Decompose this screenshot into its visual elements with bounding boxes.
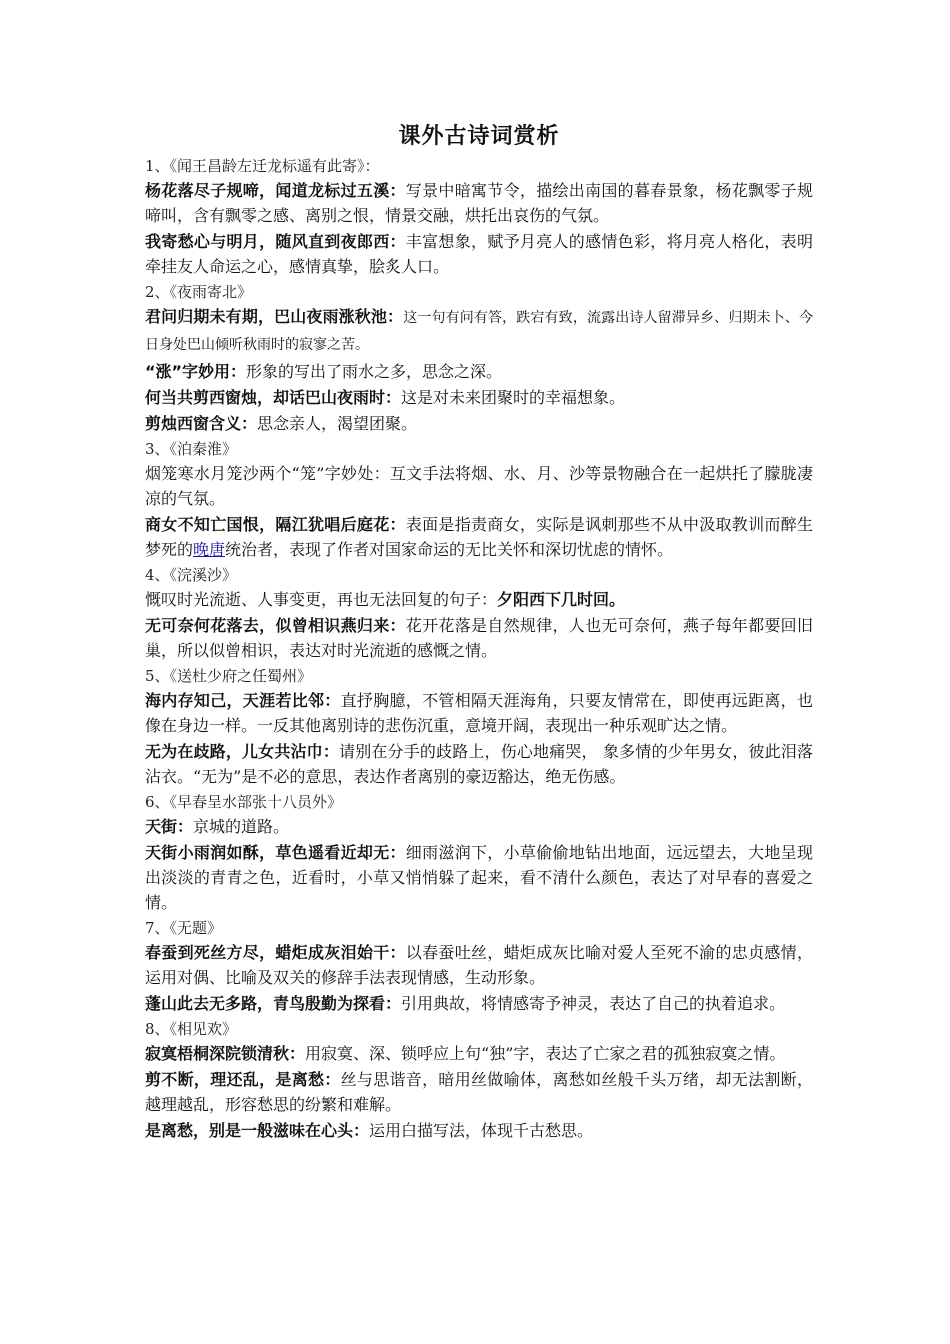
annotation-text: 思念亲人，渴望团聚。	[257, 414, 418, 433]
poem-line: 天街小雨润如酥，草色遥看近却无：	[145, 843, 406, 862]
annotation-paragraph	[145, 304, 813, 358]
poem-line: 无为在歧路，儿女共沾巾：	[145, 742, 340, 761]
poem-line: 春蚕到死丝方尽，蜡炬成灰泪始干：	[145, 943, 406, 962]
section-heading: 5、《送杜少府之任蜀州》	[145, 667, 313, 685]
annotation-paragraph	[145, 229, 813, 279]
poem-line: 剪烛西窗含义：	[145, 414, 258, 433]
annotation-text: 请别在分手的歧路上，伤心地痛哭， 象多情的少年男女，彼此泪落沾衣。“无为”是不必的意思，表达作者离别的豪迈豁达，绝无伤感。	[145, 742, 813, 786]
section-heading: 7、《无题》	[145, 919, 223, 937]
annotation-text: 这一句有问有答，跌宕有致，流露出诗人留滞异乡、归期未卜、今日身处巴山倾听秋雨时的寂寥之苦。	[145, 310, 813, 353]
section-heading: 8、《相见欢》	[145, 1020, 238, 1038]
annotation-text: 形象的写出了雨水之多，思念之深。	[246, 362, 503, 381]
annotation-paragraph	[145, 385, 813, 410]
annotation-text: 细雨滋润下，小草偷偷地钻出地面，远远望去，大地呈现出淡淡的青青之色，近看时，小草又悄悄躲了起来，看不清什么颜色，表达了对早春的喜爱之情。	[145, 843, 813, 912]
annotation-text: 京城的道路。	[193, 817, 290, 836]
annotation-text: 运用白描写法，体现千古愁思。	[369, 1121, 594, 1140]
annotation-paragraph	[145, 739, 813, 789]
annotation-paragraph	[145, 1067, 813, 1117]
annotation-paragraph	[145, 178, 813, 228]
annotation-text: 统治者，表现了作者对国家命运的无比关怀和深切忧虑的情怀。	[225, 540, 674, 559]
annotation-text: 直抒胸臆，不管相隔天涯海角，只要友情常在，即使再远距离，也像在身边一样。一反其他离别诗的悲伤沉重，意境开阔，表现出一种乐观旷达之情。	[145, 691, 813, 735]
annotation-paragraph	[145, 613, 813, 663]
poem-line: 蓬山此去无多路，青鸟殷勤为探看：	[145, 994, 402, 1013]
poem-line: 天街：	[145, 817, 194, 836]
section-heading: 6、《早春呈水部张十八员外》	[145, 793, 343, 811]
poem-line: 是离愁，别是一般滋味在心头：	[145, 1121, 370, 1140]
poem-line: 无可奈何花落去，似曾相识燕归来：	[145, 616, 406, 635]
annotation-paragraph	[145, 1041, 813, 1066]
annotation-paragraph	[145, 411, 813, 436]
poem-line: “涨”字妙用：	[145, 362, 247, 381]
poem-line: 商女不知亡国恨，隔江犹唱后庭花：	[145, 515, 406, 534]
annotation-text: 慨叹时光流逝、人事变更，再也无法回复的句子：	[145, 590, 498, 609]
poem-line: 海内存知己，天涯若比邻：	[145, 691, 341, 710]
poem-line: 君问归期未有期，巴山夜雨涨秋池：	[145, 307, 404, 326]
wan-tang-link[interactable]: 晚唐	[193, 540, 226, 559]
poem-line: 夕阳西下几时回。	[497, 590, 626, 609]
annotation-text: 烟笼寒水月笼沙两个“笼”字妙处：互文手法将烟、水、月、沙等景物融合在一起烘托了朦胧凄凉的气氛。	[145, 464, 813, 508]
annotation-text: 写景中暗寓节令，描绘出南国的暮春景象，杨花飘零子规啼叫，含有飘零之感、离别之恨，情景交融，烘托出哀伤的气氛。	[145, 181, 813, 225]
annotation-text: 花开花落是自然规律，人也无可奈何，燕子每年都要回旧巢，所以似曾相识，表达对时光流逝的感慨之情。	[145, 616, 813, 660]
annotation-text: 引用典故，将情感寄予神灵，表达了自己的执着追求。	[401, 994, 786, 1013]
annotation-text: 这是对未来团聚时的幸福想象。	[401, 388, 626, 407]
annotation-paragraph	[145, 359, 813, 384]
annotation-paragraph	[145, 1118, 813, 1143]
section-heading: 3、《泊秦淮》	[145, 440, 238, 458]
annotation-paragraph	[145, 814, 813, 839]
annotation-text: 以春蚕吐丝，蜡炬成灰比喻对爱人至死不渝的忠贞感情，运用对偶、比喻及双关的修辞手法表现情感，生动形象。	[145, 943, 813, 987]
annotation-paragraph	[145, 512, 813, 562]
annotation-paragraph	[145, 587, 813, 612]
poem-line: 何当共剪西窗烛，却话巴山夜雨时：	[145, 388, 402, 407]
document-title: 课外古诗词赏析	[398, 123, 560, 149]
section-heading: 4、《浣溪沙》	[145, 566, 238, 584]
section-heading: 1、《闻王昌龄左迁龙标遥有此寄》：	[145, 157, 380, 175]
annotation-paragraph	[145, 991, 813, 1016]
annotation-paragraph	[145, 840, 813, 915]
poem-line: 杨花落尽子规啼，闻道龙标过五溪：	[145, 181, 406, 200]
annotation-text: 表面是指责商女，实际是讽刺那些不从中汲取教训而醉生梦死的	[145, 515, 813, 559]
annotation-text: 丰富想象，赋予月亮人的感情色彩，将月亮人格化，表明牵挂友人命运之心，感情真挚，脍炙人口。	[145, 232, 813, 276]
poem-line: 剪不断，理还乱，是离愁：	[145, 1070, 341, 1089]
poem-line: 我寄愁心与明月，随风直到夜郎西：	[145, 232, 406, 251]
annotation-paragraph	[145, 688, 813, 738]
document-page	[145, 118, 813, 1144]
annotation-paragraph	[145, 940, 813, 990]
annotation-text: 用寂寞、深、锁呼应上句“独”字，表达了亡家之君的孤独寂寞之情。	[305, 1044, 786, 1063]
poem-line: 寂寞梧桐深院锁清秋：	[145, 1044, 306, 1063]
annotation-text: 丝与思谐音，暗用丝做喻体，离愁如丝般千头万绪，却无法割断，越理越乱，形容愁思的纷繁和难解。	[145, 1070, 813, 1114]
section-heading: 2、《夜雨寄北》	[145, 283, 253, 301]
annotation-paragraph	[145, 461, 813, 511]
